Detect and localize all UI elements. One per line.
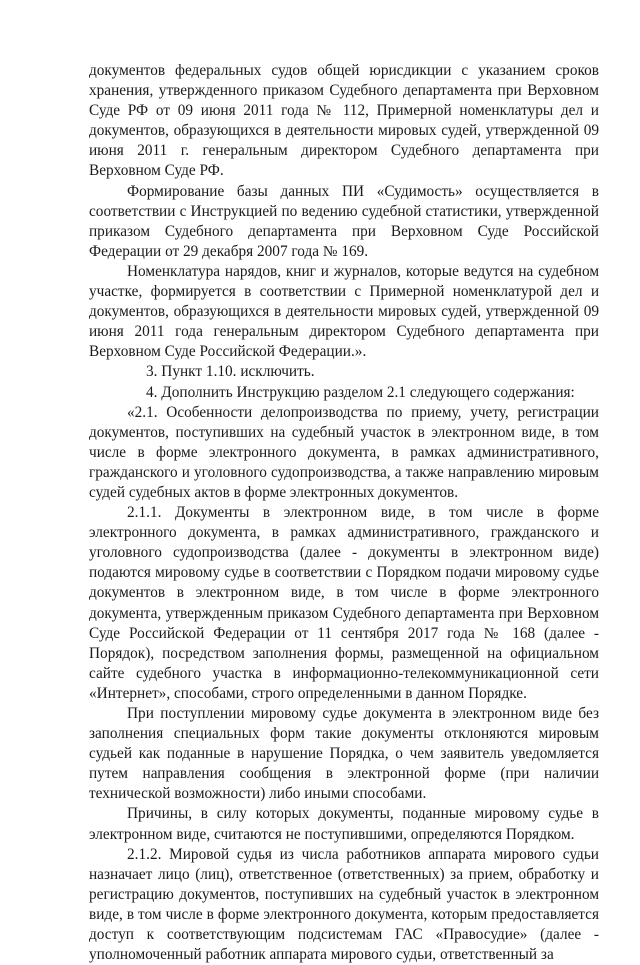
- clause-2-1-1: 2.1.1. Документы в электронном виде, в том числе в форме электронного документа, в рамках административного, гражданского и уголовного судопроизводства (далее - документы в электронном виде) подаются мировому судье в соответствии с Порядком подачи мировому судье документов в электронном виде, в том числе в форме электронного документа, утвержденным приказом Судебного департамента при Верховном Суде Российской Федерации от 11 сентября 2017 года № 168 (далее - Порядок), посредством заполнения формы, размещенной на официальном сайте судебного участка в информационно-телекоммуникационной сети «Интернет», способами, строго определенными в данном Порядке.: [89, 504, 599, 702]
- paragraph-continuation: документов федеральных судов общей юрисдикции с указанием сроков хранения, утвержденного приказом Судебного департамента при Верховном Суде РФ от 09 июня 2011 года № 112, Примерной номенклатуры дел и документов, образующихся в деятельности мировых судей, утвержденной 09 июня 2011 г. генеральным директором Судебного департамента при Верховном Суде РФ.: [89, 62, 599, 180]
- item-3: 3. Пункт 1.10. исключить.: [146, 363, 315, 381]
- paragraph-statistics-database: Формирование базы данных ПИ «Судимость» осуществляется в соответствии с Инструкцией по ведению судебной статистики, утвержденной приказом Судебного департамента при Верховном Суде Российской Федерации от 29 декабря 2007 года № 169.: [89, 182, 599, 260]
- document-page: [89, 61, 599, 965]
- paragraph-nomenclature: Номенклатура нарядов, книг и журналов, которые ведутся на судебном участке, формируется в соответствии с Примерной номенклатурой дел и документов, образующихся в деятельности мировых судей, утвержденной 09 июня 2011 года генеральным директором Судебного департамента при Верховном Суде Российской Федерации.».: [89, 262, 599, 361]
- paragraph-reasons: Причины, в силу которых документы, поданные мировому судье в электронном виде, считаются не поступившими, определяются Порядком.: [89, 805, 599, 843]
- item-4: 4. Дополнить Инструкцию разделом 2.1 следующего содержания:: [146, 383, 575, 401]
- section-2-1-heading: «2.1. Особенности делопроизводства по приему, учету, регистрации документов, поступивших на судебный участок в электронном виде, в том числе в форме электронного документа, в рамках административного, гражданского и уголовного судопроизводства, а также направлению мировым судей судебных актов в форме электронных документов.: [89, 403, 599, 501]
- paragraph-rejection: При поступлении мировому судье документа в электронном виде без заполнения специальных форм такие документы отклоняются мировым судьей как поданные в нарушение Порядка, о чем заявитель уведомляется путем направления сообщения в электронной форме (при наличии технической возможности) либо иными способами.: [89, 705, 599, 803]
- clause-2-1-2: 2.1.2. Мировой судья из числа работников аппарата мирового судьи назначает лицо (лиц), ответственное (ответственных) за прием, обработку и регистрацию документов, поступивших на судебный участок в электронном виде, в том числе в форме электронного документа, которым предоставляется доступ к соответствующим подсистемам ГАС «Правосудие» (далее - уполномоченный работник аппарата мирового судьи, ответственный за: [89, 845, 599, 964]
